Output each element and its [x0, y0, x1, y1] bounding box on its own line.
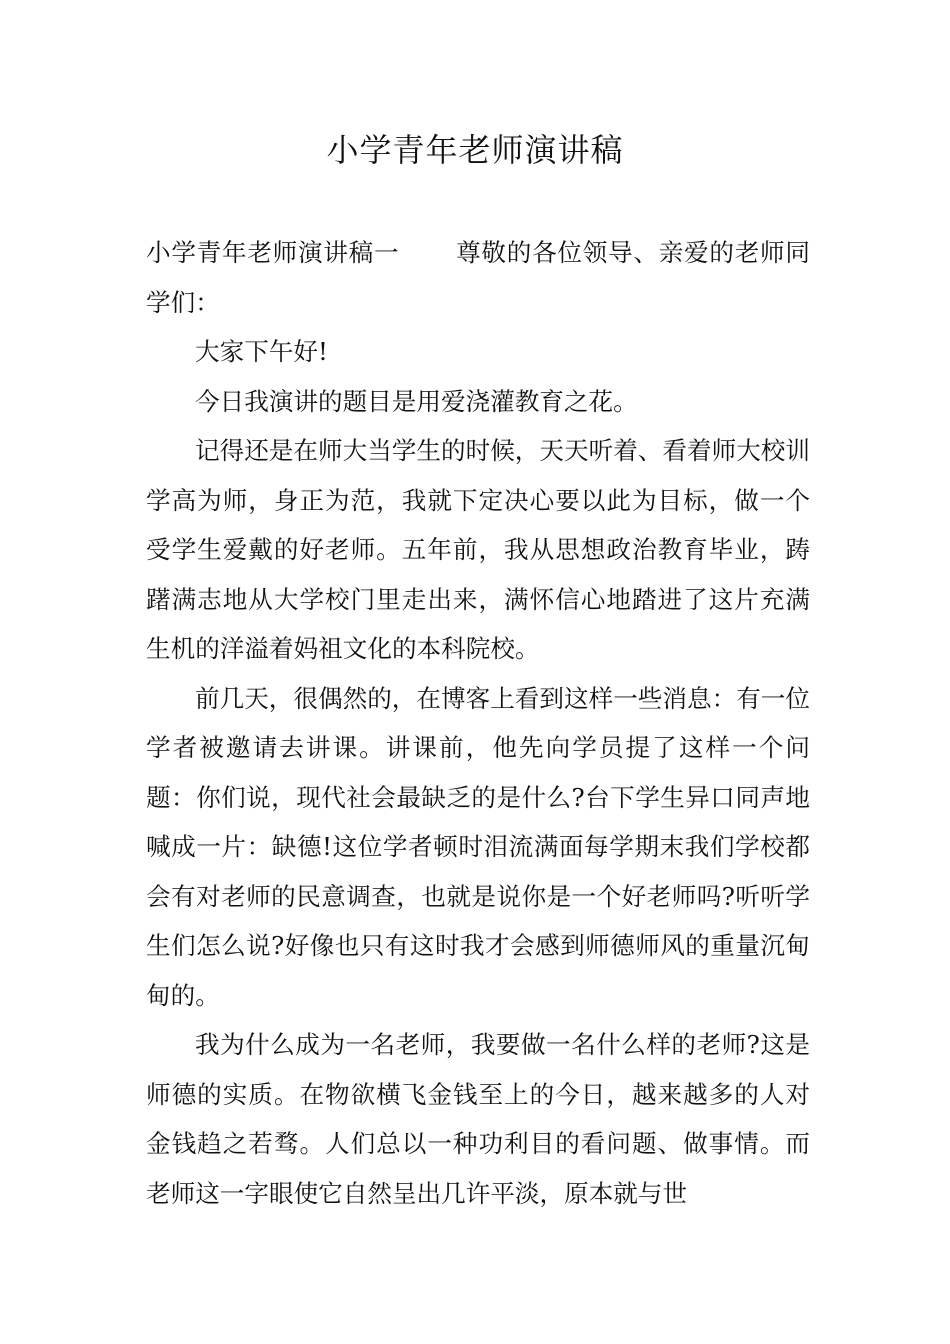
- paragraph-5: 前几天，很偶然的，在博客上看到这样一些消息：有一位学者被邀请去讲课。讲课前，他先向学员提了这样一个问题：你们说，现代社会最缺乏的是什么?台下学生异口同声地喊成一片：缺德!这位学者顿时泪流满面每学期末我们学校都会有对老师的民意调查，也就是说你是一个好老师吗?听听学生们怎么说?好像也只有这时我才会感到师德师风的重量沉甸甸的。: [146, 683, 810, 1010]
- document-title: 小学青年老师演讲稿: [326, 131, 624, 169]
- paragraph-6: 我为什么成为一名老师，我要做一名什么样的老师?这是师德的实质。在物欲横飞金钱至上的今日，越来越多的人对金钱趋之若骛。人们总以一种功利目的看问题、做事情。而老师这一字眼使它自然呈出几许平淡，原本就与世: [146, 1030, 810, 1208]
- paragraph-1: [146, 228, 810, 327]
- paragraph-3: 今日我演讲的题目是用爱浇灌教育之花。: [195, 386, 638, 416]
- document-body: [146, 228, 810, 1218]
- paragraph-4: 记得还是在师大当学生的时候，天天听着、看着师大校训学高为师，身正为范，我就下定决心要以此为目标，做一个受学生爱戴的好老师。五年前，我从思想政治教育毕业，踌躇满志地从大学校门里走出来，满怀信心地踏进了这片充满生机的洋溢着妈祖文化的本科院校。: [146, 436, 810, 663]
- intro-heading: 小学青年老师演讲稿一: [146, 238, 400, 267]
- greeting-salutation: 尊敬的各位领导、亲爱的老师同学们：: [146, 238, 810, 317]
- paragraph-2: 大家下午好!: [195, 337, 328, 366]
